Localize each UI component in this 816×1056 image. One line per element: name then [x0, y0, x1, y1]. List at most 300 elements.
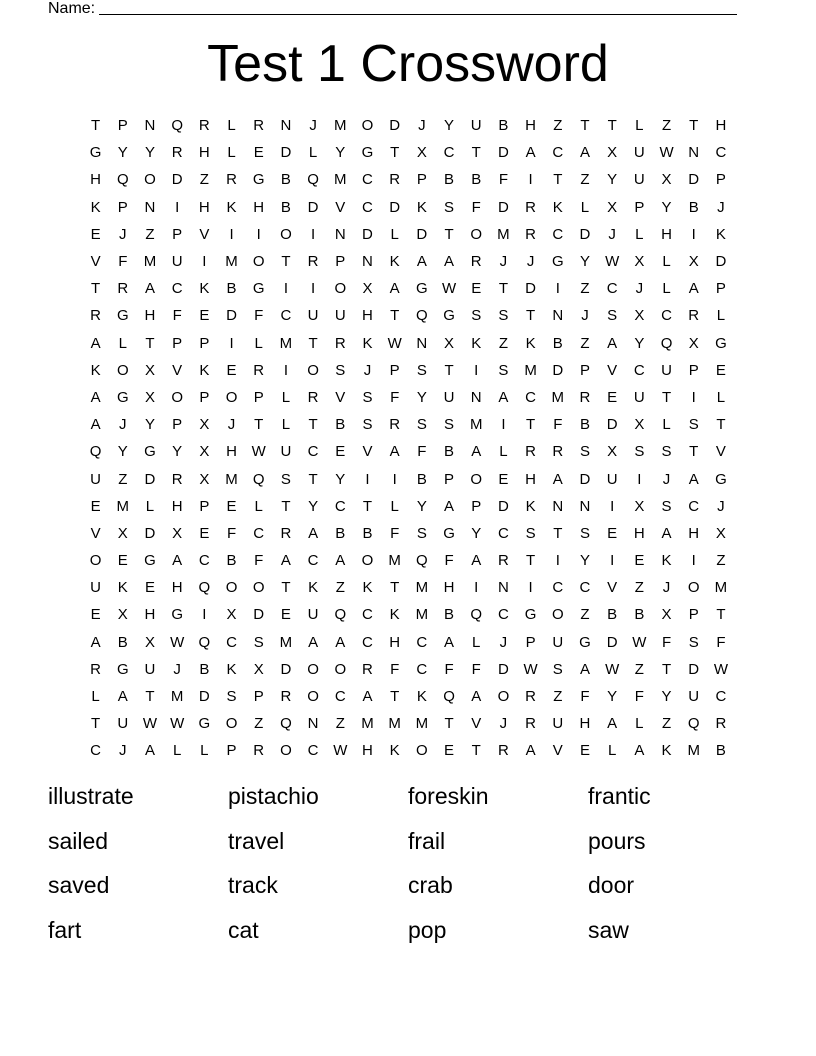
grid-letter[interactable]: L: [499, 443, 508, 461]
grid-letter[interactable]: P: [199, 334, 210, 352]
grid-letter[interactable]: P: [253, 388, 264, 406]
grid-letter[interactable]: I: [311, 225, 316, 243]
grid-letter[interactable]: Y: [579, 253, 590, 271]
grid-letter[interactable]: P: [117, 198, 128, 216]
grid-letter[interactable]: B: [444, 606, 455, 624]
grid-letter[interactable]: K: [362, 334, 373, 352]
grid-letter[interactable]: D: [389, 198, 401, 216]
grid-letter[interactable]: U: [688, 688, 700, 706]
grid-letter[interactable]: O: [416, 742, 428, 760]
grid-letter[interactable]: T: [308, 334, 318, 352]
grid-letter[interactable]: N: [307, 715, 319, 733]
grid-letter[interactable]: N: [362, 253, 373, 271]
grid-letter[interactable]: A: [444, 633, 455, 651]
grid-letter[interactable]: T: [390, 688, 400, 706]
grid-letter[interactable]: R: [389, 171, 401, 189]
grid-letter[interactable]: E: [90, 606, 101, 624]
grid-letter[interactable]: H: [198, 198, 210, 216]
grid-letter[interactable]: R: [90, 660, 102, 678]
grid-letter[interactable]: U: [90, 470, 102, 488]
grid-letter[interactable]: N: [144, 198, 156, 216]
grid-letter[interactable]: Y: [416, 388, 427, 406]
grid-letter[interactable]: E: [199, 307, 210, 325]
grid-letter[interactable]: T: [390, 579, 400, 597]
grid-letter[interactable]: V: [715, 443, 726, 461]
grid-letter[interactable]: N: [497, 579, 509, 597]
grid-letter[interactable]: L: [390, 497, 399, 515]
grid-letter[interactable]: G: [252, 280, 265, 298]
grid-letter[interactable]: K: [90, 361, 101, 379]
grid-letter[interactable]: E: [90, 225, 101, 243]
grid-letter[interactable]: I: [256, 225, 261, 243]
grid-letter[interactable]: B: [416, 470, 427, 488]
grid-letter[interactable]: U: [280, 443, 292, 461]
grid-letter[interactable]: L: [281, 416, 291, 434]
grid-letter[interactable]: X: [199, 416, 210, 434]
grid-letter[interactable]: L: [607, 742, 617, 760]
grid-letter[interactable]: L: [254, 334, 263, 352]
grid-letter[interactable]: A: [444, 253, 455, 271]
grid-letter[interactable]: H: [688, 524, 700, 542]
grid-letter[interactable]: K: [525, 497, 536, 515]
grid-letter[interactable]: X: [117, 524, 128, 542]
grid-letter[interactable]: V: [607, 361, 618, 379]
grid-letter[interactable]: I: [283, 361, 288, 379]
grid-letter[interactable]: X: [715, 524, 726, 542]
grid-letter[interactable]: T: [145, 688, 155, 706]
grid-letter[interactable]: T: [553, 171, 563, 189]
grid-letter[interactable]: C: [416, 660, 428, 678]
grid-letter[interactable]: C: [715, 144, 727, 162]
grid-letter[interactable]: E: [226, 497, 237, 515]
grid-letter[interactable]: H: [661, 225, 672, 243]
grid-letter[interactable]: J: [227, 416, 236, 434]
grid-letter[interactable]: M: [687, 742, 700, 760]
grid-letter[interactable]: J: [499, 253, 508, 271]
grid-letter[interactable]: S: [498, 307, 509, 325]
grid-letter[interactable]: N: [552, 307, 564, 325]
grid-letter[interactable]: T: [254, 416, 264, 434]
grid-letter[interactable]: T: [444, 361, 454, 379]
grid-letter[interactable]: Z: [661, 117, 672, 135]
grid-letter[interactable]: P: [172, 334, 183, 352]
grid-letter[interactable]: B: [335, 524, 346, 542]
grid-letter[interactable]: K: [362, 579, 373, 597]
grid-letter[interactable]: R: [525, 715, 537, 733]
grid-letter[interactable]: F: [444, 660, 454, 678]
grid-letter[interactable]: U: [633, 388, 645, 406]
grid-letter[interactable]: F: [172, 307, 182, 325]
grid-letter[interactable]: R: [226, 171, 237, 189]
grid-letter[interactable]: J: [309, 117, 317, 135]
grid-letter[interactable]: T: [281, 497, 291, 515]
grid-letter[interactable]: S: [444, 198, 455, 216]
grid-letter[interactable]: M: [361, 715, 374, 733]
grid-letter[interactable]: Z: [145, 225, 155, 243]
grid-letter[interactable]: C: [362, 633, 373, 651]
grid-letter[interactable]: K: [90, 198, 101, 216]
grid-letter[interactable]: D: [144, 524, 156, 542]
grid-letter[interactable]: F: [444, 552, 454, 570]
grid-letter[interactable]: P: [579, 361, 590, 379]
grid-letter[interactable]: G: [252, 171, 265, 189]
grid-letter[interactable]: E: [335, 443, 346, 461]
grid-letter[interactable]: T: [471, 742, 481, 760]
grid-letter[interactable]: A: [389, 280, 400, 298]
grid-letter[interactable]: R: [579, 388, 591, 406]
grid-letter[interactable]: B: [579, 416, 590, 434]
grid-letter[interactable]: X: [199, 470, 210, 488]
grid-letter[interactable]: U: [552, 633, 564, 651]
grid-letter[interactable]: S: [362, 416, 373, 434]
grid-letter[interactable]: F: [580, 688, 590, 706]
grid-letter[interactable]: A: [90, 334, 101, 352]
grid-letter[interactable]: O: [225, 715, 238, 733]
grid-letter[interactable]: J: [499, 633, 508, 651]
grid-letter[interactable]: O: [225, 579, 238, 597]
grid-letter[interactable]: S: [253, 633, 264, 651]
grid-letter[interactable]: I: [691, 388, 696, 406]
grid-letter[interactable]: T: [661, 388, 672, 406]
grid-letter[interactable]: I: [691, 225, 696, 243]
grid-letter[interactable]: Z: [716, 552, 726, 570]
grid-letter[interactable]: V: [552, 742, 563, 760]
grid-letter[interactable]: G: [715, 470, 727, 488]
grid-letter[interactable]: O: [307, 361, 319, 379]
grid-letter[interactable]: C: [579, 579, 591, 597]
grid-letter[interactable]: H: [362, 307, 373, 325]
grid-letter[interactable]: D: [525, 280, 537, 298]
grid-letter[interactable]: R: [389, 416, 401, 434]
grid-letter[interactable]: N: [688, 144, 700, 162]
grid-letter[interactable]: S: [579, 524, 590, 542]
grid-letter[interactable]: S: [362, 388, 373, 406]
grid-letter[interactable]: S: [416, 524, 427, 542]
grid-letter[interactable]: Q: [307, 171, 319, 189]
grid-letter[interactable]: V: [172, 361, 183, 379]
grid-letter[interactable]: Y: [308, 497, 319, 515]
grid-letter[interactable]: R: [253, 742, 265, 760]
grid-letter[interactable]: V: [199, 225, 210, 243]
grid-letter[interactable]: A: [552, 470, 563, 488]
grid-letter[interactable]: O: [144, 171, 156, 189]
grid-letter[interactable]: Y: [335, 144, 346, 162]
grid-letter[interactable]: R: [307, 388, 319, 406]
grid-letter[interactable]: F: [254, 552, 264, 570]
grid-letter[interactable]: S: [661, 443, 672, 461]
grid-letter[interactable]: T: [471, 144, 481, 162]
grid-letter[interactable]: S: [416, 361, 427, 379]
grid-letter[interactable]: C: [90, 742, 102, 760]
grid-letter[interactable]: X: [634, 307, 645, 325]
grid-letter[interactable]: B: [226, 552, 237, 570]
grid-letter[interactable]: D: [579, 225, 591, 243]
grid-letter[interactable]: K: [416, 688, 427, 706]
grid-letter[interactable]: L: [635, 715, 644, 733]
grid-letter[interactable]: S: [525, 524, 536, 542]
grid-letter[interactable]: O: [470, 225, 483, 243]
grid-letter[interactable]: S: [416, 416, 427, 434]
grid-letter[interactable]: P: [715, 280, 726, 298]
grid-letter[interactable]: A: [172, 552, 183, 570]
grid-letter[interactable]: L: [716, 388, 726, 406]
grid-letter[interactable]: K: [226, 660, 237, 678]
grid-letter[interactable]: E: [199, 524, 210, 542]
grid-letter[interactable]: D: [144, 470, 156, 488]
grid-letter[interactable]: O: [334, 280, 347, 298]
grid-letter[interactable]: X: [253, 660, 264, 678]
grid-letter[interactable]: U: [307, 606, 319, 624]
grid-letter[interactable]: Y: [661, 198, 672, 216]
grid-letter[interactable]: F: [254, 307, 264, 325]
grid-letter[interactable]: H: [90, 171, 102, 189]
grid-letter[interactable]: Y: [634, 334, 645, 352]
grid-letter[interactable]: L: [472, 633, 481, 651]
grid-letter[interactable]: W: [659, 144, 674, 162]
grid-letter[interactable]: A: [471, 443, 482, 461]
grid-letter[interactable]: I: [637, 470, 642, 488]
grid-letter[interactable]: L: [390, 225, 399, 243]
grid-letter[interactable]: A: [471, 552, 482, 570]
grid-letter[interactable]: F: [390, 524, 400, 542]
grid-letter[interactable]: A: [90, 633, 101, 651]
grid-letter[interactable]: E: [253, 144, 264, 162]
grid-letter[interactable]: I: [474, 361, 479, 379]
grid-letter[interactable]: V: [471, 715, 482, 733]
grid-letter[interactable]: D: [362, 225, 373, 243]
grid-letter[interactable]: J: [119, 416, 127, 434]
grid-letter[interactable]: R: [525, 443, 537, 461]
grid-letter[interactable]: K: [308, 579, 319, 597]
grid-letter[interactable]: C: [552, 225, 564, 243]
grid-letter[interactable]: D: [497, 660, 509, 678]
grid-letter[interactable]: H: [633, 524, 645, 542]
grid-letter[interactable]: T: [689, 117, 699, 135]
grid-letter[interactable]: S: [579, 443, 590, 461]
grid-letter[interactable]: A: [90, 388, 101, 406]
grid-letter[interactable]: E: [226, 361, 237, 379]
grid-letter[interactable]: P: [444, 470, 455, 488]
grid-letter[interactable]: R: [497, 552, 509, 570]
grid-letter[interactable]: M: [170, 688, 184, 706]
grid-letter[interactable]: O: [252, 253, 265, 271]
grid-letter[interactable]: H: [525, 117, 537, 135]
grid-letter[interactable]: Z: [580, 280, 590, 298]
grid-letter[interactable]: J: [608, 225, 616, 243]
grid-letter[interactable]: R: [280, 524, 292, 542]
grid-letter[interactable]: J: [635, 280, 644, 298]
grid-letter[interactable]: Z: [498, 334, 508, 352]
grid-letter[interactable]: F: [634, 688, 644, 706]
grid-letter[interactable]: T: [526, 307, 536, 325]
grid-letter[interactable]: C: [416, 633, 428, 651]
grid-letter[interactable]: X: [607, 198, 618, 216]
grid-letter[interactable]: D: [688, 171, 700, 189]
grid-letter[interactable]: X: [416, 144, 427, 162]
grid-letter[interactable]: S: [335, 361, 346, 379]
grid-letter[interactable]: H: [144, 307, 156, 325]
grid-letter[interactable]: F: [471, 198, 481, 216]
grid-letter[interactable]: I: [311, 280, 316, 298]
grid-letter[interactable]: Y: [335, 470, 346, 488]
grid-letter[interactable]: D: [171, 171, 183, 189]
grid-letter[interactable]: P: [471, 497, 482, 515]
grid-letter[interactable]: O: [116, 361, 129, 379]
grid-letter[interactable]: Q: [198, 633, 211, 651]
grid-letter[interactable]: B: [444, 443, 455, 461]
grid-letter[interactable]: A: [607, 715, 618, 733]
grid-letter[interactable]: Q: [198, 579, 211, 597]
grid-letter[interactable]: Q: [116, 171, 129, 189]
grid-letter[interactable]: D: [497, 497, 509, 515]
grid-letter[interactable]: D: [606, 416, 618, 434]
grid-letter[interactable]: U: [606, 470, 618, 488]
grid-letter[interactable]: W: [605, 253, 620, 271]
grid-letter[interactable]: Y: [471, 524, 482, 542]
grid-letter[interactable]: X: [199, 443, 210, 461]
grid-letter[interactable]: R: [253, 361, 265, 379]
grid-letter[interactable]: B: [552, 334, 563, 352]
grid-letter[interactable]: I: [283, 280, 288, 298]
grid-letter[interactable]: A: [525, 144, 536, 162]
grid-letter[interactable]: W: [387, 334, 402, 352]
grid-letter[interactable]: Z: [580, 334, 590, 352]
grid-letter[interactable]: L: [662, 416, 671, 434]
grid-letter[interactable]: Z: [580, 606, 590, 624]
grid-letter[interactable]: T: [580, 117, 590, 135]
grid-letter[interactable]: S: [607, 307, 618, 325]
grid-letter[interactable]: D: [579, 470, 591, 488]
grid-letter[interactable]: H: [171, 497, 183, 515]
grid-letter[interactable]: L: [580, 198, 590, 216]
grid-letter[interactable]: D: [226, 307, 237, 325]
grid-letter[interactable]: A: [335, 552, 346, 570]
grid-letter[interactable]: T: [661, 660, 672, 678]
grid-letter[interactable]: O: [361, 552, 374, 570]
grid-letter[interactable]: M: [279, 633, 293, 651]
grid-letter[interactable]: R: [253, 117, 265, 135]
grid-letter[interactable]: C: [552, 579, 564, 597]
grid-letter[interactable]: O: [334, 660, 347, 678]
grid-letter[interactable]: T: [390, 307, 400, 325]
grid-letter[interactable]: A: [579, 660, 590, 678]
grid-letter[interactable]: L: [716, 307, 726, 325]
grid-letter[interactable]: H: [198, 144, 210, 162]
grid-letter[interactable]: H: [525, 470, 537, 488]
grid-letter[interactable]: J: [662, 470, 671, 488]
grid-letter[interactable]: T: [145, 334, 155, 352]
grid-letter[interactable]: L: [662, 253, 671, 271]
grid-letter[interactable]: B: [199, 660, 210, 678]
grid-letter[interactable]: Z: [553, 117, 563, 135]
grid-letter[interactable]: R: [688, 307, 700, 325]
grid-letter[interactable]: R: [552, 443, 564, 461]
grid-letter[interactable]: D: [497, 198, 509, 216]
grid-letter[interactable]: M: [143, 253, 157, 271]
grid-letter[interactable]: A: [661, 524, 672, 542]
grid-letter[interactable]: I: [175, 198, 180, 216]
grid-letter[interactable]: A: [416, 253, 427, 271]
grid-letter[interactable]: Q: [416, 307, 428, 325]
grid-letter[interactable]: C: [307, 552, 319, 570]
grid-letter[interactable]: C: [497, 606, 509, 624]
grid-letter[interactable]: N: [334, 225, 346, 243]
grid-letter[interactable]: T: [390, 144, 400, 162]
grid-letter[interactable]: K: [661, 742, 672, 760]
grid-letter[interactable]: Z: [335, 715, 345, 733]
grid-letter[interactable]: A: [525, 742, 536, 760]
grid-letter[interactable]: X: [444, 334, 455, 352]
grid-letter[interactable]: T: [553, 524, 563, 542]
grid-letter[interactable]: D: [253, 606, 265, 624]
grid-letter[interactable]: R: [90, 307, 102, 325]
grid-letter[interactable]: M: [415, 579, 429, 597]
grid-letter[interactable]: F: [118, 253, 128, 271]
grid-letter[interactable]: A: [579, 144, 590, 162]
grid-letter[interactable]: A: [144, 742, 155, 760]
grid-letter[interactable]: V: [362, 443, 373, 461]
grid-letter[interactable]: X: [226, 606, 237, 624]
grid-letter[interactable]: X: [607, 144, 618, 162]
grid-letter[interactable]: J: [717, 497, 725, 515]
grid-letter[interactable]: G: [116, 660, 129, 678]
grid-letter[interactable]: N: [144, 117, 156, 135]
grid-letter[interactable]: J: [717, 198, 725, 216]
grid-letter[interactable]: U: [117, 715, 129, 733]
grid-letter[interactable]: I: [610, 552, 615, 570]
grid-letter[interactable]: T: [716, 416, 726, 434]
grid-letter[interactable]: C: [661, 307, 672, 325]
grid-letter[interactable]: Y: [607, 688, 618, 706]
grid-letter[interactable]: B: [280, 171, 291, 189]
grid-letter[interactable]: A: [688, 470, 699, 488]
grid-letter[interactable]: E: [607, 388, 618, 406]
grid-letter[interactable]: B: [362, 524, 373, 542]
grid-letter[interactable]: G: [116, 307, 129, 325]
grid-letter[interactable]: I: [501, 416, 506, 434]
grid-letter[interactable]: Z: [118, 470, 128, 488]
grid-letter[interactable]: O: [280, 225, 292, 243]
grid-letter[interactable]: E: [444, 742, 455, 760]
grid-letter[interactable]: T: [716, 606, 726, 624]
grid-letter[interactable]: K: [471, 334, 482, 352]
grid-letter[interactable]: C: [525, 388, 537, 406]
grid-letter[interactable]: K: [552, 198, 563, 216]
grid-letter[interactable]: D: [389, 117, 401, 135]
grid-letter[interactable]: M: [334, 171, 347, 189]
grid-letter[interactable]: Q: [416, 552, 428, 570]
grid-letter[interactable]: L: [281, 388, 291, 406]
grid-letter[interactable]: U: [633, 144, 645, 162]
grid-letter[interactable]: H: [226, 443, 237, 461]
grid-letter[interactable]: C: [715, 688, 727, 706]
grid-letter[interactable]: Z: [254, 715, 264, 733]
grid-letter[interactable]: V: [607, 579, 618, 597]
grid-letter[interactable]: F: [417, 443, 427, 461]
grid-letter[interactable]: Z: [634, 579, 644, 597]
grid-letter[interactable]: B: [444, 171, 455, 189]
grid-letter[interactable]: G: [524, 606, 537, 624]
grid-letter[interactable]: W: [170, 633, 185, 651]
grid-letter[interactable]: W: [523, 660, 538, 678]
grid-letter[interactable]: X: [144, 633, 155, 651]
grid-letter[interactable]: Z: [580, 171, 590, 189]
grid-letter[interactable]: T: [91, 715, 101, 733]
grid-letter[interactable]: K: [226, 198, 237, 216]
grid-letter[interactable]: P: [688, 606, 699, 624]
grid-letter[interactable]: U: [443, 388, 455, 406]
grid-letter[interactable]: X: [634, 253, 645, 271]
